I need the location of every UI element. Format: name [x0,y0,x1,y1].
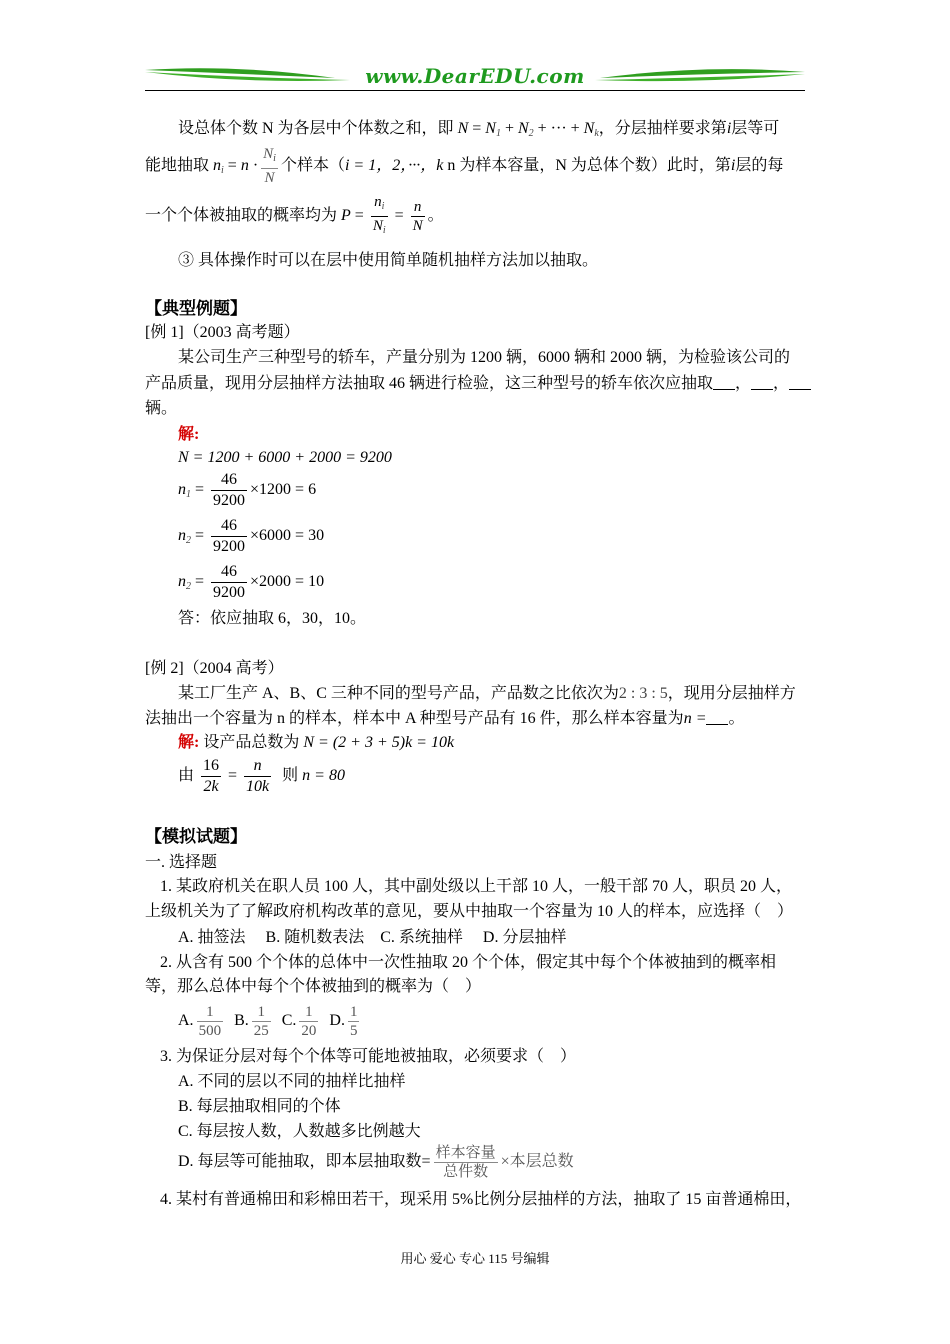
ni-over-n-fraction: $\frac{N_i}{N}$ [263,146,276,187]
fraction: $\frac{46}{9200}$ [213,516,246,555]
exam-q1-line-1: 1. 某政府机关在职人员 100 人，其中副处级以上干部 10 人，一般干部 70 人，职员 20 人， [160,878,793,895]
exam-q2-options: A. $\frac{1}{500}$ B. $\frac{1}{25}$ C. $\frac{1}{20}$ D. $\frac{1}{5}$ [178,1003,358,1039]
option-fraction: $\frac{1}{500}$ [198,1003,222,1039]
fraction: $\frac{\text{样本容量}}{\text{总件数}}$ [435,1144,496,1180]
exam-q2-line-1: 2. 从含有 500 个个体的总体中一次性抽取 20 个个体，假定其中每个个体被抽到的概率相 [160,954,777,971]
example-2-equation: 由 $\frac{16}{2k}$ = $\frac{n}{10k}$ 则 n = 80 [178,756,345,795]
exam-q3: 3. 为保证分层对每个个体等可能地被抽取，必须要求（ ） [160,1048,577,1065]
site-logo-text[interactable]: www.DearEDU.com [365,64,585,88]
prob-fraction-1: $\frac{n_i}{N_i}$ [371,193,388,240]
exam-part-label: 一. 选择题 [145,854,218,871]
example-2-label: [例 2]（2004 高考） [145,660,284,677]
example-1-question-2: 产品质量，现用分层抽样方法抽取 46 辆进行检验，这三种型号的轿车依次应抽取 ， ， [145,373,811,395]
fraction: $\frac{n}{10k}$ [246,756,270,795]
example-1-eq-n1: $n_1$ = $\frac{46}{9200}$ ×1200 = 6 [178,470,317,509]
site-header [145,62,805,92]
exam-q4: 4. 某村有普通棉田和彩棉田若干，现采用 5%比例分层抽样的方法，抽取了 15 亩普通棉田， [160,1191,802,1208]
prob-fraction-2: $\frac{n}{N}$ [412,199,423,234]
answer-blank [789,374,811,390]
fraction: $\frac{46}{9200}$ [213,562,246,601]
fraction: $\frac{46}{9200}$ [213,470,246,509]
exam-q2-line-2: 等，那么总体中每个个体被抽到的概率为（ ） [145,978,482,995]
option-fraction: $\frac{1}{20}$ [301,1003,317,1039]
answer-blank [751,374,773,390]
example-1-answer: 答：依应抽取 6，30，10。 [178,610,367,627]
page-footer: 用心 爱心 专心 115 号编辑 [400,1251,550,1266]
intro-line-4: ③ 具体操作时可以在层中使用简单随机抽样方法加以抽取。 [178,252,599,269]
example-1-label: [例 1]（2003 高考题） [145,324,300,341]
example-1-solution-label: 解: [178,426,200,443]
exam-heading: 【模拟试题】 [145,827,247,846]
intro-line-1: 设总体个数 N 为各层中个体数之和，即 $N = N_1 + N_2$ + ··· + $N_k$，分层抽样要求第i层等可 [178,120,780,139]
example-1-eq-n2: $n_2$ = $\frac{46}{9200}$ ×6000 = 30 [178,516,325,555]
exam-q3-option-b: B. 每层抽取相同的个体 [178,1098,341,1115]
example-1-question-1: 某公司生产三种型号的轿车，产量分别为 1200 辆，6000 辆和 2000 辆，为检验该公司的 [178,349,791,366]
exam-q1-line-2: 上级机关为了了解政府机构改革的意见，要从中抽取一个容量为 10 人的样本，应选择（ ） [145,903,794,920]
answer-blank [706,709,728,725]
example-1-eq-n3: $n_2$ = $\frac{46}{9200}$ ×2000 = 10 [178,562,325,601]
example-1-eq-total: N = 1200 + 6000 + 2000 = 9200 [178,449,392,466]
exam-q3-option-c: C. 每层按人数，人数越多比例越大 [178,1123,421,1140]
intro-line-3: 一个个体被抽取的概率均为 P = $\frac{n_i}{N_i}$ = $\frac{n}{N}$ 。 [145,193,444,240]
option-fraction: $\frac{1}{5}$ [349,1003,358,1039]
header-rule [145,90,805,91]
exam-q1-options: A. 抽签法 B. 随机数表法 C. 系统抽样 D. 分层抽样 [178,929,567,946]
intro-line-2: 能地抽取 $n_i = n$ · $\frac{N_i}{N}$ 个样本（i = 1，2，···，k n 为样本容量，N 为总体个数）此时，第i层的每 [145,146,784,187]
example-1-question-3: 辆。 [145,400,178,417]
answer-blank [713,374,735,390]
fraction: $\frac{16}{2k}$ [203,756,220,795]
example-2-question-1: 某工厂生产 A、B、C 三种不同的型号产品，产品数之比依次为2 : 3 : 5，现用分层抽样方 [178,685,796,702]
examples-heading: 【典型例题】 [145,299,247,318]
example-2-solution: 解: 设产品总数为 N = (2 + 3 + 5)k = 10k [178,734,455,751]
exam-q3-option-d: D. 每层等可能抽取，即本层抽取数= $\frac{\text{样本容量}}{\text{总件数}}$ ×本层总数 [178,1144,574,1180]
option-fraction: $\frac{1}{25}$ [253,1003,269,1039]
example-2-question-2: 法抽出一个容量为 n 的样本，样本中 A 种型号产品有 16 件，那么样本容量为n = 。 [145,710,745,727]
exam-q3-option-a: A. 不同的层以不同的抽样比抽样 [178,1073,406,1090]
